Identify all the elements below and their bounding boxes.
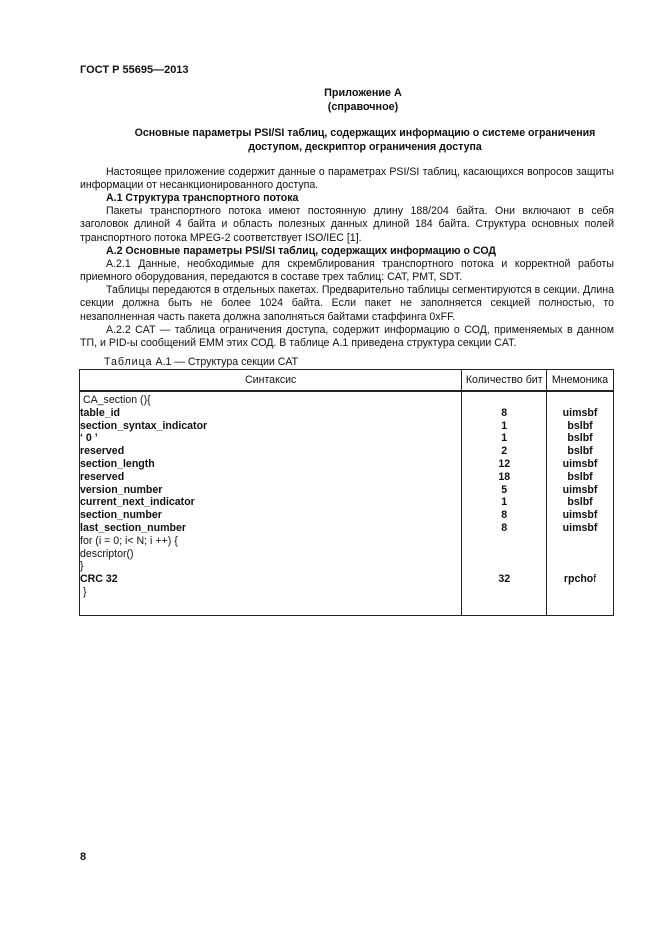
table-row-syntax: section_length [80,457,155,470]
table-row-bits: 8 [501,509,508,522]
table-row-syntax: } [80,585,87,598]
table-row-syntax: CA_section (){ [80,394,151,406]
table-row-syntax: last_section_number [80,521,186,534]
table-row-mnemonic-text: rpcho [563,573,594,586]
table-row-bits: 8 [501,406,508,419]
table-row-mnemonic [547,496,613,509]
table-row-syntax: reserved [80,445,125,458]
table-row-bits [462,586,546,599]
table-row-mnemonic [547,522,613,535]
table-row-bits: 1 [501,496,508,509]
table-row-mnemonic-text: bslbf [567,496,593,509]
table-row-syntax: reserved [80,470,125,483]
table-row-mnemonic [547,509,613,522]
page-number: 8 [80,851,87,863]
table-row-mnemonic-text: uimsbf [562,521,598,534]
table-row-mnemonic [547,535,613,548]
table-row-mnemonic-text: uimsbf [562,406,598,419]
annex-type: (справочное) [327,101,399,113]
table-row-bits: 32 [498,573,511,586]
table-row-bits: 1 [501,432,508,445]
table-row-bits: 5 [501,483,508,496]
table-row-mnemonic [547,445,613,458]
table-row-bits: 2 [501,445,508,458]
table-row-mnemonic [547,420,613,433]
table-row-mnemonic [547,573,613,586]
table-row-syntax: section_syntax_indicator [80,419,208,432]
table-row-mnemonic [547,548,613,561]
cat-section-table [79,369,614,616]
annex-heading-line-1: Основные параметры PSI/SI таблиц, содержащих информацию о системе ограничения [134,127,596,139]
table-row-bits [462,394,546,407]
table-row-mnemonic-text: bslbf [567,445,593,458]
table-row-bits: 8 [501,521,508,534]
mnemonic-column [547,391,614,615]
table-row-mnemonic [547,484,613,497]
table-row-bits: 12 [498,457,511,470]
section-a1-heading: А.1 Структура транспортного потока [106,192,299,204]
table-row-syntax: table_id [80,406,121,419]
table-row-bits: 18 [498,470,511,483]
table-row-mnemonic [547,394,613,407]
table-row-bits [462,560,546,573]
table-row-syntax: CRC 32 [80,573,118,586]
syntax-column [80,391,462,615]
header-syntax: Синтаксис [80,370,462,392]
table-row-mnemonic-text: bslbf [567,432,593,445]
table-row-mnemonic [547,407,613,420]
table-row-mnemonic-text: uimsbf [562,483,598,496]
table-row-syntax: } [80,560,84,573]
table-caption [104,356,298,368]
header-mnemonic: Мнемоника [547,370,614,392]
table-row-syntax: version_number [80,483,163,496]
section-a2-heading: А.2 Основные параметры PSI/SI таблиц, содержащих информацию о СОД [106,245,496,257]
table-row-mnemonic [547,471,613,484]
table-row-mnemonic [547,586,613,599]
table-row-mnemonic-text: uimsbf [562,457,598,470]
table-row-bits [462,535,546,548]
annex-heading-line-2: доступом, дескриптор ограничения доступа [248,141,482,153]
table-row-mnemonic [547,432,613,445]
bits-column [462,391,547,615]
table-row-mnemonic-text: bslbf [567,419,593,432]
intro-paragraph: Настоящее приложение содержит данные о параметрах PSI/SI таблиц, касающихся вопросов защиты информации от несанкционированного доступа. [80,166,614,192]
section-a22-paragraph: А.2.2 CAT — таблица ограничения доступа, содержит информацию о СОД, применяемых в данном ТП, и PID-ы сообщений EMM этих СОД. В таблице А.1 приведена структура секции CAT. [80,324,614,350]
table-row-syntax: descriptor() [80,547,134,560]
document-standard-header: ГОСТ Р 55695—2013 [80,64,189,76]
table-row-bits: 1 [501,419,508,432]
table-row-mnemonic [547,560,613,573]
table-row-mnemonic-text: uimsbf [562,509,598,522]
tables-packets-paragraph: Таблицы передаются в отдельных пакетах. Предварительно таблицы сегментируются в секции. Длина секции должна быть не более 1024 байта. Если пакет не заполняется секцией полностью, то незаполненная часть пакета должна заполняться байтами стаффинга 0xFF. [80,284,614,323]
table-row-mnemonic-tail: f [593,573,597,586]
table-row-syntax: current_next_indicator [80,496,195,509]
table-row-syntax: for (i = 0; i< N; i ++) { [80,534,178,547]
table-row-syntax: section_number [80,509,162,522]
header-bits: Количество бит [462,370,547,392]
table-caption-label: Таблица [104,356,153,368]
section-a21-paragraph: А.2.1 Данные, необходимые для скремблирования транспортного потока и корректной работы приемного оборудования, передаются в составе трех таблиц: CAT, PMT, SDT. [80,258,614,284]
table-row-bits [462,548,546,561]
annex-title: Приложение А [324,87,402,99]
table-caption-text: А.1 — Структура секции CAT [155,356,299,368]
table-row-syntax: ‘ 0 ’ [80,432,98,445]
table-row-mnemonic [547,458,613,471]
table-row-mnemonic-text: bslbf [567,470,593,483]
section-a1-paragraph: Пакеты транспортного потока имеют постоянную длину 188/204 байта. Они включают в себя заголовок длиной 4 байта и область полезных данных длиной 184 байта. Структура основных полей транспортного потока MPEG-2 соответствует ISO/IEC [1]. [80,205,614,244]
